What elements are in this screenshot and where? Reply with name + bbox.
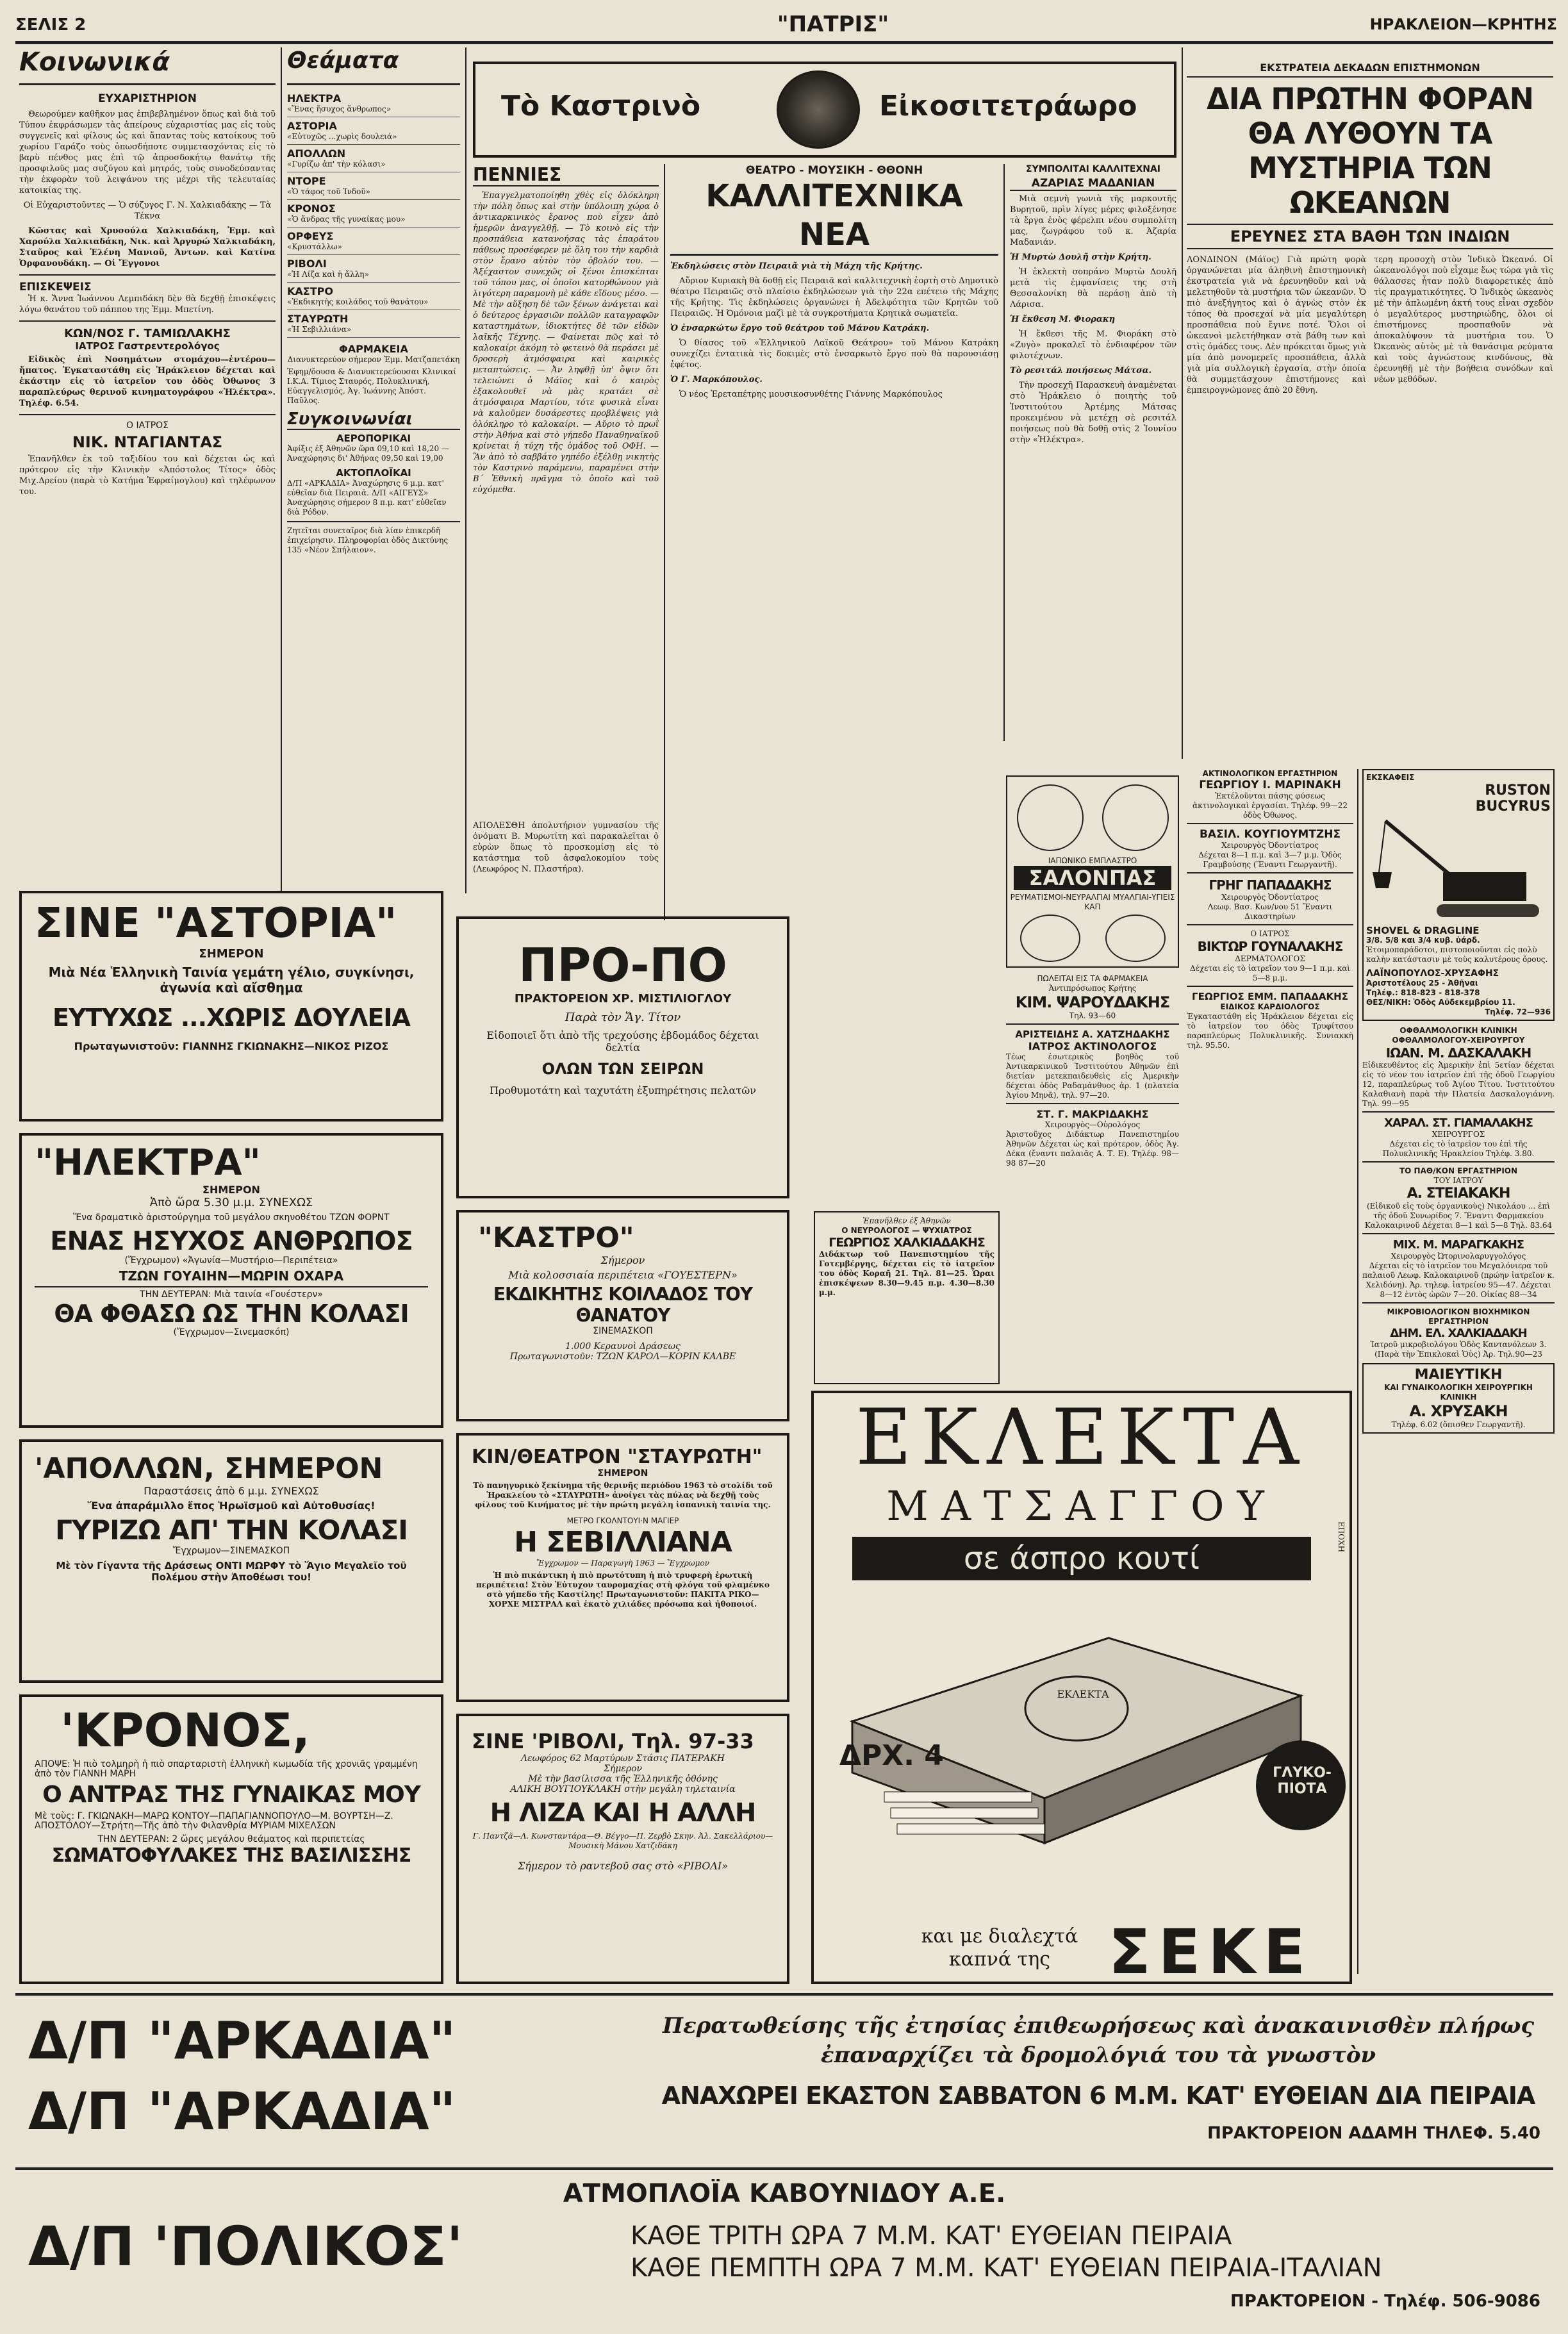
ocean-sub: ΕΡΕΥΝΕΣ ΣΤΑ ΒΑΘΗ ΤΩΝ ΙΝΔΙΩΝ — [1187, 224, 1553, 249]
ruston-line2: 3/8. 5/8 και 3/4 κυβ. ὑάρδ. — [1366, 936, 1480, 945]
lab-head: ΤΟ ΠΑΘ/ΚΟΝ ΕΡΓΑΣΤΗΡΙΟΝ — [1399, 1166, 1518, 1175]
eklekta-ribbon: σε άσπρο κουτί — [852, 1537, 1311, 1580]
propo-address: Παρὰ τὸν Ἅγ. Τίτον — [565, 1011, 681, 1024]
ilektra-title: ΕΝΑΣ ΗΣΥΧΟΣ ΑΝΘΡΩΠΟΣ — [50, 1227, 413, 1256]
propo-title: ΠΡΟ-ΠΟ — [518, 938, 727, 992]
dent1-title: Χειρουργὸς Ὀδοντίατρος — [1221, 841, 1319, 850]
kronos-cast: Μὲ τοὺς: Γ. ΓΚΙΩΝΑΚΗ—ΜΑΡΩ ΚΟΝΤΟΥ—ΠΑΠΑΓΙΑΝΝΟΠΟΥΛΟ—Μ. ΒΟΥΡΤΣΗ—Ζ. ΑΠΟΣΤΟΛΟΥ—Στρήτη—Τῆς ἀπὸ τὴν Φιλανθρία ΜΥΡΙΑΜ ΜΙΧΕΛΣΩΝ — [35, 1811, 393, 1831]
propo-line3: Προθυμοτάτη καὶ ταχυτάτη ἐξυπηρέτησις πελατῶν — [490, 1084, 756, 1097]
kastro-extras: 1.000 Κεραυνοὶ Δράσεως — [565, 1341, 681, 1352]
surg-name: ΧΑΡΑΛ. ΣΤ. ΓΙΑΜΑΛΑΚΗΣ — [1384, 1116, 1533, 1130]
kastrino-col2 — [670, 164, 998, 920]
theatre-item — [287, 255, 460, 283]
pharmacy-text: Ἐφημ/ὄουσα & Διανυκτερεύουσαι Κλινικαί Ι.Κ.Α. Τίμιος Σταυρός, Πολυκλινική, Εὐαγγελισμός, Ἀγ. Ἰωάννης Ἀπόστ. Παῦλος. — [287, 367, 456, 405]
eye-clinic: ΟΦΘΑΛΜΟΛΟΓΙΚΗ ΚΛΙΝΙΚΗ ΟΦΘΑΛΜΟΛΟΓΟΥ-ΧΕΙΡΟΥΡΓΟΥ — [1392, 1026, 1525, 1045]
stavroti-text: Ἡ πιὸ πικάντικη ἡ πιὸ πρωτότυπη ἡ πιὸ τρυφερὴ ἐρωτικὴ περιπέτεια! Στὸν Ἐὐτυχον ταυρομαχίας στὴ φλόγα τοῦ φλαμένκο στὸ γήπεδο τῆς Καστίλης! Πρωταγωνιστοῦν: ΠΑΚΙΤΑ ΡΙΚΟ—ΧΟΡΧΕ ΜΙΣΤΡΑΛ καὶ ἑκατὸ χιλιάδες πρόσωπα καὶ ἠθοποιοί. — [476, 1571, 770, 1609]
person-figure-icon — [1017, 784, 1084, 851]
pharmacy-heading: ΦΑΡΜΑΚΕΙΑ — [339, 343, 408, 355]
obs-sub: ΚΑΙ ΓΥΝΑΙΚΟΛΟΓΙΚΗ ΧΕΙΡΟΥΡΓΙΚΗ ΚΛΙΝΙΚΗ — [1384, 1383, 1533, 1402]
children-list: Κῶστας καὶ Χρυσούλα Χαλκιαδάκη, Ἐμμ. καὶ Χαρούλα Χαλκιαδάκη, Νικ. καὶ Ἀργυρώ Χαλκιαδάκη, Σταῦρος καὶ Ἑλένη Μανιοῦ, Ἀντων. καὶ Κατίνα Ὀρφανουδάκη. — Οἱ Ἔγγονοι — [19, 226, 276, 269]
polikos-name: Δ/Π 'ΠΟΛΙΚΟΣ' — [28, 2215, 463, 2278]
theatre-name: ΝΤΟΡΕ — [287, 175, 326, 187]
col3-sub2: Ἡ Μυρτὼ Δουλῆ στὴν Κρήτη. — [1010, 252, 1151, 262]
ilektra-genre: (Ἔγχρωμον) «Ἀγωνία—Μυστήριο—Περιπέτεια» — [124, 1255, 338, 1266]
theatre-film: «Ἡ Σεβιλλιάνα» — [287, 325, 352, 334]
visits-text: Ἡ κ. Ἄννα Ἰωάννου Λεμπιδάκη δὲν θὰ δεχθῇ ἐπισκέψεις λόγω θανάτου τοῦ πάππου της Ἐμμ. Μπετίνη. — [19, 294, 276, 315]
partner-notice: Ζητεῖται συνεταῖρος διὰ λίαν ἐπικερδῆ ἐπιχείρησιν. Πληροφορίαι ὁδὸς Δικτύνης 135 «Νέον Σπήλαιον». — [287, 526, 449, 554]
ilektra-next-label: ΤΗΝ ΔΕΥΤΕΡΑΝ: Μιὰ ταινία «Γουέστερν» — [140, 1289, 323, 1300]
stavroti-studio: ΜΕΤΡΟ ΓΚΟΛΝΤΟΥΙ·Ν ΜΑΓΙΕΡ — [566, 1516, 679, 1525]
ruston-tel: Τηλέφ.: 818-823 - 818-378 — [1366, 988, 1480, 997]
theatres-heading: Θεάματα — [287, 47, 399, 74]
col2-text1: Αὔριον Κυριακὴ θὰ δοθῇ εἰς Πειραιᾶ καὶ καλλιτεχνικὴ ἑορτὴ στὸ Δημοτικὸ θέατρο Πειραιῶς στὸ πλαίσιο ἐκδηλώσεων γιὰ τὴν 22α επέτειο τῆς Μάχης τῆς Κρήτης. Τὶς ἐκδηλώσεις ὀργανώνει ἡ Ἀδελφότητα τῶν Κρητῶν τοῦ Πειραιῶς. Ἡ Ὀμόνοια μαζὶ μὲ τὰ συγκροτήματα Κρητικὰ σωματεῖα. — [670, 276, 998, 319]
doctor1-name: ΚΩΝ/ΝΟΣ Γ. ΤΑΜΙΩΛΑΚΗΣ — [64, 327, 231, 340]
kronos-title: Ο ΑΝΤΡΑΣ ΤΗΣ ΓΥΝΑΙΚΑΣ ΜΟΥ — [42, 1782, 420, 1808]
kronos-next-label: ΤΗΝ ΔΕΥΤΕΡΑΝ: 2 ὥρες μεγάλου θεάματος καὶ περιπετείας — [97, 1834, 365, 1844]
neuro-name: ΓΕΩΡΓΙΟΣ ΧΑΛΚΙΑΔΑΚΗΣ — [829, 1236, 985, 1250]
theatre-item — [287, 117, 460, 145]
pharm-name: ΚΙΜ. ΨΑΡΟΥΔΑΚΗΣ — [1015, 993, 1170, 1011]
thanks-signature: Οἱ Εὐχαριστοῦντες — Ὁ σύζυγος Γ. Ν. Χαλκιαδάκης — Τὰ Τέκνα — [23, 201, 272, 221]
col2-heading: ΘΕΑΤΡΟ - ΜΟΥΣΙΚΗ - ΘΘΟΝΗ — [745, 164, 923, 177]
surg-title: ΧΕΙΡΟΥΡΓΟΣ — [1432, 1130, 1485, 1139]
masthead-rule — [15, 41, 1553, 44]
ilektra-next-title: ΘΑ ΦΘΑΣΩ ΩΣ ΤΗΝ ΚΟΛΑΣΙ — [54, 1300, 409, 1328]
theatre-film: «Ἐκδικητὴς κοιλάδος τοῦ θανάτου» — [287, 297, 429, 306]
dent2-name: ΓΡΗΓ ΠΑΠΑΔΑΚΗΣ — [1209, 877, 1332, 893]
mix-text: Δέχεται εἰς τὸ ἰατρεῖον του Μεγαλόνιερα τοῦ παλαιοῦ Λεωφ. Καλοκαιρινοῦ (πρώην ἰατρεῖον κ. Χελιδόνη). Ἀρ. τηλεφ. ἰατρείου 95—47. Δέχεται 8—12 ἐντὸς ὡρῶν 7—20. Οἰκίας 88—34 — [1362, 1261, 1555, 1304]
rivoli-footer: Σήμερον τὸ ραντεβοῦ σας στὸ «ΡΙΒΟΛΙ» — [517, 1860, 729, 1872]
arkadia-ad — [15, 1998, 1553, 2165]
radio-text: Ἐκτέλοῦνται πάσης φύσεως ἀκτινολογικαὶ ἐργασίαι. Τηλέφ. 99—22 ὁδὸς Ὀθωνος. — [1187, 791, 1353, 824]
transport-heading: Συγκοινωνίαι — [287, 410, 460, 430]
kastrino-col3 — [1010, 164, 1176, 741]
obs-head: ΜΑΙΕΥΤΙΚΗ — [1414, 1367, 1503, 1383]
propo-ad — [456, 916, 789, 1198]
doc-a-name: ΑΡΙΣΤΕΙΔΗΣ Α. ΧΑΤΖΗΔΑΚΗΣ — [1015, 1029, 1170, 1040]
propo-office: ΠΡΑΚΤΟΡΕΙΟΝ ΧΡ. ΜΙΣΤΙΛΙΟΓΛΟΥ — [514, 992, 732, 1006]
location: ΗΡΑΚΛΕΙΟΝ—ΚΡΗΤΗΣ — [1369, 15, 1557, 33]
ruston-brand2: BUCYRUS — [1475, 799, 1551, 815]
ruston-brand1: RUSTON — [1485, 782, 1551, 799]
ruston-addr: Ἀριστοτέλους 25 - Ἀθῆναι — [1366, 979, 1478, 988]
docs-middle — [1006, 974, 1179, 1359]
card-name: ΓΕΩΡΓΙΟΣ ΕΜΜ. ΠΑΠΑΔΑΚΗΣ — [1192, 991, 1348, 1002]
arkadia-name-2: Δ/Π "ΑΡΚΑΔΙΑ" — [28, 2082, 456, 2141]
theatre-name: ΗΛΕΚΤΡΑ — [287, 92, 342, 104]
stavroti-cinema: ΚΙΝ/ΘΕΑΤΡΟΝ "ΣΤΑΥΡΩΤΗ" — [472, 1446, 763, 1468]
astoria-cast: Πρωταγωνιστοῦν: ΓΙΑΝΝΗΣ ΓΚΙΩΝΑΚΗΣ—ΝΙΚΟΣ ΡΙΖΟΣ — [74, 1040, 389, 1052]
doctor1-text: Εἰδικὸς ἐπὶ Νοσημάτων στομάχου—ἐντέρου—ἥπατος. Ἐγκαταστάθη εἰς Ἡράκλειον δέχεται καὶ ἐκάστην εἰς τὸ ἰατρεῖον του ὁδὸς Ὀθωνος 3 παραπλεύρως θερινοῦ κινηματογράφου «Ἠλέκτρα». Τηλέφ. 6.54. — [19, 355, 276, 408]
paper-name: "ΠΑΤΡΙΣ" — [777, 12, 889, 37]
col3-sub1: ΑΖΑΡΙΑΣ ΜΑΔΑΝΙΑΝ — [1010, 177, 1176, 191]
theatres-column — [287, 90, 460, 884]
theatre-name: ΚΑΣΤΡΟ — [287, 285, 333, 297]
arkadia-line1: Περατωθείσης τῆς ἐτησίας ἐπιθεωρήσεως καὶ ἀνακαινισθὲν πλήρως ἐπαναρχίζει τὰ δρομολόγιά του τὰ γνωστὸν — [662, 2013, 1535, 2068]
theatre-item — [287, 283, 460, 310]
doctor2-name: ΝΙΚ. ΝΤΑΓΙΑΝΤΑΣ — [72, 433, 223, 451]
person-figure-icon — [1102, 784, 1169, 851]
col1-rule — [19, 83, 276, 85]
dent1-name: ΒΑΣΙΛ. ΚΟΥΓΙΟΥΜΤΖΗΣ — [1199, 828, 1341, 841]
thanks-heading: ΕΥΧΑΡΙΣΤΗΡΙΟΝ — [98, 92, 197, 105]
theatre-item — [287, 228, 460, 255]
astoria-cinema: ΣΙΝΕ "ΑΣΤΟΡΙΑ" — [35, 900, 397, 947]
rivoli-star: ΑΛΙΚΗ ΒΟΥΓΙΟΥΚΛΑΚΗ στὴν μεγάλη τηλεταινία — [510, 1784, 736, 1794]
theatre-item — [287, 90, 460, 117]
propo-line2: ΟΛΩΝ ΤΩΝ ΣΕΙΡΩΝ — [541, 1060, 704, 1078]
col2-rule — [287, 83, 460, 85]
apollon-title: ΓΥΡΙΖΩ ΑΠ' ΤΗΝ ΚΟΛΑΣΙ — [55, 1514, 408, 1546]
ruston-tag: ΕΚΣΚΑΦΕΙΣ — [1366, 773, 1415, 782]
social-heading: Κοινωνικά — [19, 47, 170, 77]
kronos-next-title: ΣΩΜΑΤΟΦΥΛΑΚΕΣ ΤΗΣ ΒΑΣΙΛΙΣΣΗΣ — [51, 1844, 411, 1867]
eye-name: ΙΩΑΝ. Μ. ΔΑΣΚΑΛΑΚΗ — [1385, 1045, 1531, 1061]
apollon-cinema: 'ΑΠΟΛΛΩΝ, ΣΗΜΕΡΟΝ — [35, 1452, 383, 1485]
person-figure-icon — [1020, 915, 1080, 962]
kastrino-col1 — [473, 164, 659, 805]
dent2-text: Λεωφ. Βασ. Κων/νου 51 Ἔναντι Δικαστηρίων — [1187, 902, 1353, 925]
eklekta-ad — [811, 1391, 1352, 1984]
kastrino-div-2 — [1003, 164, 1005, 741]
ocean-headline: ΔΙΑ ΠΡΩΤΗΝ ΦΟΡΑΝ ΘΑ ΛΥΘΟΥΝ ΤΑ ΜΥΣΤΗΡΙΑ ΤΩΝ ΩΚΕΑΝΩΝ — [1206, 81, 1534, 220]
theatre-film: «Κρυστάλλω» — [287, 242, 342, 251]
radio-lab: ΑΚΤΙΝΟΛΟΓΙΚΟΝ ΕΡΓΑΣΤΗΡΙΟΝ — [1202, 769, 1338, 778]
ilektra-time: Ἀπὸ ὥρα 5.30 μ.μ. ΣΥΝΕΧΩΣ — [149, 1196, 313, 1209]
derm-title: Ο ΙΑΤΡΟΣ — [1250, 929, 1290, 938]
ruston-line1: SHOVEL & DRAGLINE — [1366, 925, 1480, 936]
theatre-film: «Ἡ Λίζα καὶ ἡ ἄλλη» — [287, 270, 369, 279]
kastrino-right: Εἰκοσιτετράωρο — [879, 90, 1137, 122]
theatre-name: ΣΤΑΥΡΩΤΗ — [287, 313, 349, 325]
doctor2-title: Ο ΙΑΤΡΟΣ — [126, 420, 169, 431]
thes-line: ΘΕΣ/ΝΙΚΗ: Ὁδὸς Αὐδεκεμβρίου 11. — [1366, 998, 1515, 1007]
polikos-line2: ΚΑΘΕ ΠΕΜΠΤΗ ΩΡΑ 7 Μ.Μ. ΚΑΤ' ΕΥΘΕΙΑΝ ΠΕΙΡΑΙΑ-ΙΤΑΛΙΑΝ — [631, 2253, 1382, 2283]
ilektra-desc: Ἕνα δραματικὸ ἀριστούργημα τοῦ μεγάλου σκηνοθέτου ΤΖΩΝ ΦΟΡΝΤ — [73, 1213, 390, 1223]
polikos-company: ΑΤΜΟΠΛΟΪΑ ΚΑΒΟΥΝΙΔΟΥ Α.Ε. — [563, 2179, 1006, 2208]
kastro-format: ΣΙΝΕΜΑΣΚΟΠ — [593, 1326, 653, 1336]
pharmacy-sub: Διανυκτερεύον σήμερον Ἐμμ. Ματζαπετάκη — [287, 355, 460, 364]
theatre-name: ΟΡΦΕΥΣ — [287, 230, 334, 242]
col3-sub3: Ἡ ἔκθεση Μ. Φιορακη — [1010, 315, 1116, 324]
theatre-film: «Ἕνας ἥσυχος ἄνθρωπος» — [287, 104, 392, 113]
theatre-item — [287, 310, 460, 338]
neuro-box — [814, 1211, 1000, 1384]
kastrino-left: Τὸ Καστρινὸ — [501, 90, 701, 122]
astoria-today: ΣΗΜΕΡΟΝ — [199, 947, 264, 961]
rivoli-address: Λεωφόρος 62 Μαρτύρων Στάσις ΠΑΤΕΡΑΚΗ — [521, 1753, 725, 1764]
apollon-genre: Ἔγχρωμον—ΣΙΝΕΜΑΣΚΟΠ — [172, 1546, 290, 1556]
stavroti-today: ΣΗΜΕΡΟΝ — [597, 1468, 648, 1478]
salonpas-sub: ΡΕΥΜΑΤΙΣΜΟΙ-ΝΕΥΡΑΛΓΙΑΙ ΜΥΑΛΓΙΑΙ-ΥΓΙΕΙΣ ΚΑΠ — [1010, 893, 1175, 911]
rivoli-desc: Μὲ τὴν βασίλισσα τῆς Ἑλληνικῆς ὀθόνης — [528, 1774, 718, 1784]
eklekta-brand: ΕΚΛΕΚΤΑ — [855, 1393, 1308, 1482]
doc-a-text: Τέως ἐσωτερικὸς βοηθὸς τοῦ Ἀντικαρκινικοῦ Ἰνστιτούτου Ἀθηνῶν ἐπὶ διετίαν μετεκπαιδευθεὶς εἰς Ἀμερικὴν δέχεται ὁδὸς Ραδαμάνθυος ἀρ. 1 (πλατεία Ἁγίου Μηνᾶ), τηλ. 97—20. — [1006, 1052, 1179, 1104]
eklekta-side: ΕΠΟΧΗ — [1337, 1521, 1346, 1553]
right-column — [1362, 769, 1555, 1974]
sea-text: Δ/Π «ΑΡΚΑΔΙΑ» Ἀναχώρησις 6 μ.μ. κατ' εὐθεῖαν διὰ Πειραιᾶ. Δ/Π «ΑΙΓΕΥΣ» Ἀναχώρησις σήμερον 8 π.μ. κατ' εὐθεῖαν διὰ Ρόδον. — [287, 479, 447, 517]
ship-rule-mid — [15, 2167, 1553, 2170]
neuro-head: Ἐπανῆλθεν ἐξ Ἀθηνῶν — [862, 1216, 951, 1225]
dent2-title: Χειρουργὸς Ὀδοντίατρος — [1221, 893, 1319, 902]
obs-tel: Τηλέφ. 6.02 (ὄπισθεν Γεωργαντῆ). — [1391, 1420, 1526, 1429]
ilektra-cinema: "ΗΛΕΚΤΡΑ" — [35, 1142, 261, 1184]
theatre-film: «Ὁ ἄνδρας τῆς γυναίκας μου» — [287, 215, 406, 224]
surg-text: Δέχεται εἰς τὸ ἰατρεῖον του ἐπὶ τῆς Πολυκλινικῆς Ἡρακλείου Τηλέφ. 3.80. — [1362, 1139, 1555, 1163]
cigarette-box-illustration — [814, 1587, 1349, 1862]
derm-text: Δέχεται εἰς τὸ ἰατρεῖον του 9—1 π.μ. καὶ 5—8 μ.μ. — [1187, 964, 1353, 987]
polikos-ad — [15, 2173, 1553, 2326]
doctor1-title: ΙΑΤΡΟΣ Γαστρεντερολόγος — [75, 340, 220, 352]
pharm-tel: Τηλ. 93—60 — [1006, 1011, 1179, 1025]
makr-name: ΣΤ. Γ. ΜΑΚΡΙΔΑΚΗΣ — [1036, 1108, 1149, 1120]
docs-right-middle — [1187, 769, 1353, 1378]
derm-spec: ΔΕΡΜΑΤΟΛΟΓΟΣ — [1235, 954, 1305, 963]
eklekta-tag: και με διαλεχτά καπνά της — [921, 1925, 1078, 1971]
astoria-desc: Μιὰ Νέα Ἑλληνικὴ Ταινία γεμάτη γέλιο, συγκίνησι, ἀγωνία καὶ αἴσθημα — [48, 964, 415, 995]
rivoli-cinema: ΣΙΝΕ 'ΡΙΒΟΛΙ, Τηλ. 97-33 — [472, 1729, 754, 1753]
theatre-name: ΑΣΤΟΡΙΑ — [287, 120, 337, 132]
doc-a-title: ΙΑΤΡΟΣ ΑΚΤΙΝΟΛΟΓΟΣ — [1028, 1040, 1157, 1052]
micro-head: ΜΙΚΡΟΒΙΟΛΟΓΙΚΟΝ ΒΙΟΧΗΜΙΚΟΝ ΕΡΓΑΣΤΗΡΙΟΝ — [1387, 1307, 1530, 1326]
salonpas-ad — [1006, 775, 1179, 968]
theatre-film: «Γυρίζω ἀπ' τὴν κόλασι» — [287, 160, 386, 169]
eklekta-seke: ΣΕΚΕ — [1109, 1916, 1314, 1980]
doctor2-text: Ἐπανῆλθεν ἐκ τοῦ ταξιδίου του καὶ δέχεται ὡς καὶ πρότερον εἰς τὴν Κλινικὴν «Ἀπόστολος Τίτος» ὁδὸς Μιχ.Δρείου (παρὰ τὸ Κατήμα Ἐφραίμογλου) καὶ τηλέφωνον του. — [19, 454, 276, 497]
micro-name: ΔΗΜ. ΕΛ. ΧΑΛΚΙΑΔΑΚΗ — [1390, 1327, 1527, 1340]
arkadia-name-1: Δ/Π "ΑΡΚΑΔΙΑ" — [28, 2011, 456, 2071]
kastro-cinema: "ΚΑΣΤΡΟ" — [478, 1221, 634, 1254]
ocean-text1: ΛΟΝΔΙΝΟΝ (Μάϊος) Γιὰ πρώτη φορὰ ὀργανώνεται μία ἀληθινὴ ἐπιστημονικὴ ἐκστρατεία γιὰ νὰ ἐρευνηθοῦν καὶ νὰ μελετηθοῦν τὰ μυστήρια τῶν ὠκεανῶν. Ὁ πιὸ ἀνεξήγητος καὶ ὁ ἀγνὼς στὸν ἐκ τόπος θὰ προσεχαί νὰ μία μεγαλύτερη προσπάθεια ποὺ ἔγινε ποτέ. Ὅλοι οἱ ὠκεανοὶ μελετήθηκαν στὰ βάθη των καὶ στὶς ὁμάδες τους. Δὲν πρόκειται ὅμως γιὰ μία ἀπὸ μονομερεῖς προσπάθεια, ἀλλὰ γιὰ μία συλλογικὴ ἐργασία, στὴν ὁποία θὰ συμμετάσχουν ἐπιστήμονες καὶ ἐμπειρογνώμονες ἀπὸ 20 ἔθνη. — [1187, 255, 1366, 395]
col2-sub2: Ὁ ἐνσαρκώτω ἔργο τοῦ θεάτρου τοῦ Μάνου Κατράκη. — [670, 324, 930, 333]
stavroti-desc: Τὸ πανηγυρικὸ ξεκίνημα τῆς θερινῆς περιόδου 1963 τὸ στολίδι τοῦ Ἡρακλείου τὸ «ΣΤΑΥΡΩΤΗ» ἀνοίγει τὰς πύλας νὰ δεχθῇ τοὺς φίλους τοῦ Κινήματος μὲ τὴν πρώτη μεγάλη ἰσπανικὴ ταινία της. — [473, 1481, 773, 1509]
kronos-cinema: 'ΚΡΟΝΟΣ, — [60, 1703, 310, 1757]
theatre-name: ΡΙΒΟΛΙ — [287, 258, 327, 270]
col3-text2: Ἡ ἐκλεκτὴ σοπράνο Μυρτὼ Δουλῆ μετὰ τὶς ἐμφανίσεις της στὴ Θεσσαλονίκη θὰ περάσῃ ἀπὸ τὴ Λάρισα. — [1010, 267, 1176, 310]
astoria-title: ΕΥΤΥΧΩΣ ...ΧΩΡΙΣ ΔΟΥΛΕΙΑ — [53, 1004, 410, 1032]
theatre-item — [287, 172, 460, 200]
apollon-line: Μὲ τὸν Γίγαντα τῆς Δράσεως ΟΝΤΙ ΜΩΡΦΥ τὸ Ἅγιο Μεγαλεῖο τοῦ Πολέμου στὴν Ἀποθέωσι του! — [56, 1560, 407, 1583]
excavator-illustration — [1366, 815, 1548, 923]
seal-icon — [777, 70, 860, 149]
kronos-ad — [19, 1694, 443, 1984]
col3-text4: Τὴν προσεχῆ Παρασκευὴ ἀναμένεται στὸ Ἡράκλειο ὁ ποιητὴς τοῦ Ἰνστιτούτου Ἀρτέμης Μάτσας προκειμένου νὰ μετέχῃ σὲ ρεσιτάλ ποιήσεως ποὺ θὰ δοθῇ στὶς 2 Ἰουνίου στὴν «Ἠλέκτρα». — [1010, 381, 1176, 445]
ruston-text: Ἑτοιμοπαράδοτοι, πιστοποιοῦνται εἰς πολὺ καλὴν κατάστασιν μὲ τοὺς καλυτέρους ὅρους. — [1366, 945, 1548, 964]
ilektra-ad — [19, 1133, 443, 1428]
theatre-item — [287, 145, 460, 172]
ship-rule-top — [15, 1993, 1553, 1996]
kastro-title: ΕΚΔΙΚΗΤΗΣ ΚΟΙΛΑΔΟΣ ΤΟΥ ΘΑΝΑΤΟΥ — [493, 1284, 753, 1326]
neuro-title: Ο ΝΕΥΡΟΛΟΓΟΣ — ΨΥΧΙΑΤΡΟΣ — [841, 1226, 972, 1235]
ocean-text2: τερη προσοχὴ στὸν Ἰνδικὸ Ὠκεανό. Οἱ ὠκεανολόγοι ποὺ εἶχαμε ἕως τώρα γιὰ τὶς θάλασσες ἦταν πολὺ διαφορετικές ἀπὸ τὶς πραγματικότητες. Ὁ Ἰνδικὸς ὠκεανὸς μὲ τὴν ἁπλωμένη ἀκτή τους εἶναι σχεδὸν ὁ μεγαλύτερος μυστηριώδης, ὅλοι οἱ ἐπιστήμονες προσπαθοῦν νὰ ἀποκαλύψουν τὰ μυστήρια του. Ὁ Ὠκεανὸς αὐτὸς μὲ τὰ θανάσιμα ρεύματα καὶ τοὺς ἀγνώστους κινδύνους, θὰ ἐρευνηθῇ μὲ τὴν βοήθεια συνόδων καὶ νέων μεθόδων. — [1374, 255, 1553, 385]
social-column — [19, 90, 276, 884]
mix-title: Χειρουργὸς Ὠτορινολαρυγγολόγος — [1391, 1252, 1526, 1261]
theatre-film: «Ὁ τάφος τοῦ Ἰνδοῦ» — [287, 187, 370, 196]
obs-ad — [1362, 1363, 1555, 1434]
rivoli-today: Σήμερον — [603, 1764, 643, 1774]
dent1-text: Δέχεται 8—1 π.μ. καὶ 3—7 μ.μ. Ὁδὸς Γραμβούσης (Ἔναντι Γεωργαντῆ). — [1187, 850, 1353, 873]
makr-text: Ἀριστοῦχος Διδάκτωρ Πανεπιστημίου Ἀθηνῶν Δέχεται ὡς καὶ πρότερον, ὁδὸς Ἀγ. Δέκα (ἔναντι παλαιᾶς Α. Τ. Ε). Τηλέφ. 98—98 87—20 — [1006, 1130, 1179, 1168]
theatre-item — [287, 200, 460, 228]
stavroti-ad — [456, 1433, 789, 1702]
stavroti-genre: Ἔγχρωμον — Παραγωγὴ 1963 — Ἔγχρωμον — [536, 1559, 710, 1568]
mix-name: ΜΙΧ. Μ. ΜΑΡΑΓΚΑΚΗΣ — [1392, 1238, 1524, 1252]
theatre-list — [287, 90, 460, 338]
card-text: Ἐγκαταστάθη εἰς Ἡράκλειον δέχεται εἰς τὸ ἰατρεῖον του ὁδὸς Τρυφίτσου παραπλεύρως Πολυκλινικῆς. Συνιακκὴ τηλ. 95.50. — [1187, 1012, 1353, 1050]
arkadia-office: ΠΡΑΚΤΟΡΕΙΟΝ ΑΔΑΜΗ ΤΗΛΕΦ. 5.40 — [1207, 2124, 1540, 2143]
derm-name: ΒΙΚΤΩΡ ΓΟΥΝΑΛΑΚΗΣ — [1197, 939, 1343, 954]
lab-name: Α. ΣΤΕΙΑΚΑΚΗ — [1407, 1186, 1510, 1202]
neuro-text: Διδάκτωρ τοῦ Πανεπιστημίου τῆς Γοτεμβέργης, δέχεται εἰς τὸ ἰατρεῖον του ὁδὸς Κοραῆ 21. Τηλ. 81—25. Ὧραι ἐπισκέψεων 8.30—9.45 π.μ. 4.30—8.30 μ.μ. — [819, 1250, 994, 1297]
sea-heading: ΑΚΤΟΠΛΟΪΚΑΙ — [336, 467, 411, 479]
kastro-cast: Πρωταγωνιστοῦν: ΤΖΩΝ ΚΑΡΟΛ—ΚΟΡΙΝ ΚΑΛΒΕ — [509, 1352, 736, 1362]
col-divider-2 — [465, 47, 466, 893]
kastro-today: Σήμερον — [600, 1254, 645, 1266]
person-figure-icon — [1105, 915, 1166, 962]
obs-name: Α. ΧΡΥΣΑΚΗ — [1409, 1402, 1508, 1420]
col-divider-1 — [281, 47, 282, 893]
kastro-ad — [456, 1210, 789, 1421]
kastro-desc: Μιὰ κολοσσιαία περιπέτεια «ΓΟΥΕΣΤΕΡΝ» — [508, 1269, 738, 1281]
lab-title: ΤΟΥ ΙΑΤΡΟΥ — [1433, 1176, 1483, 1185]
visits-heading: ΕΠΙΣΚΕΨΕΙΣ — [19, 281, 92, 294]
eklekta-badge: ΓΛΥΚΟ-ΠΙΟΤΑ — [1273, 1765, 1332, 1797]
eklekta-maker: ΜΑΤΣΑΓΓΟΥ — [886, 1483, 1277, 1530]
pharm-agent: Ἀντιπρόσωπος Κρήτης — [1048, 984, 1137, 993]
eye-text: Εἰδικευθέντος εἰς Ἀμερικὴν ἐπὶ 5ετίαν δέχεται εἰς τὸ νέον του ἰατρεῖον ἐπὶ τῆς ὁδοῦ Γεωργίου 12, παραπλεύρως τοῦ Ἀγίου Τίτου. Ἰνστιτούτου Καλαθιανὴ παρὰ τὴν Πλατεία Δασκαλογιάννη. Τηλ. 99—95 — [1362, 1061, 1555, 1113]
makr-title: Χειρουργὸς—Οὐρολόγος — [1044, 1120, 1141, 1129]
theatre-name: ΚΡΟΝΟΣ — [287, 203, 336, 215]
lab-text: (Εἰδικοῦ εἰς τοὺς ὀργανικοὺς) Νικολάου ... ἐπὶ τῆς ὁδοῦ Συνωρίδος 7. Ἔναντι Φαρμακείου Καλοκαιρινοῦ Δέχεται 8—1 καὶ 5—8 Τηλ. 83.64 — [1362, 1202, 1555, 1234]
box-label: ΕΚΛΕΚΤΑ — [1057, 1688, 1109, 1700]
theatre-film: «Εὐτυχῶς ...χωρὶς δουλειά» — [287, 132, 397, 141]
ruston-ad — [1362, 769, 1555, 1021]
salonpas-name: ΣΑΛΟΝΠΑΣ — [1014, 866, 1171, 890]
col-divider-3 — [1182, 47, 1183, 759]
kronos-desc: ΑΠΟΨΕ: Ἡ πιὸ τολμηρὴ ἡ πιὸ σπαρταριστὴ ἑλληνικὴ κωμωδία τῆς χρονιᾶς γραμμένη ἀπὸ τὸν ΓΙΑΝΝΗ ΜΑΡΗ — [35, 1759, 418, 1779]
pharm-line: ΠΩΛΕΙΤΑΙ ΕΙΣ ΤΑ ΦΑΡΜΑΚΕΙΑ — [1037, 974, 1148, 983]
thes-tel: Τηλέφ. 72—936 — [1485, 1007, 1551, 1016]
ilektra-cast: ΤΖΩΝ ΓΟΥΑΙΗΝ—ΜΩΡΙΝ ΟΧΑΡΑ — [35, 1266, 428, 1287]
col3-sub4: Τὸ ρεσιτάλ ποιήσεως Μάτσα. — [1010, 366, 1152, 376]
apollon-ad — [19, 1439, 443, 1683]
apollon-time: Παραστάσεις ἀπὸ 6 μ.μ. ΣΥΝΕΧΩΣ — [144, 1485, 319, 1497]
ruston-co: ΛΑΪΝΟΠΟΥΛΟΣ-ΧΡΥΣΑΦΗΣ — [1366, 968, 1499, 979]
theatre-name: ΑΠΟΛΛΩΝ — [287, 147, 346, 160]
propo-line1: Εἰδοποιεῖ ὅτι ἀπὸ τῆς τρεχούσης ἑβδομάδος δέχεται δελτία — [486, 1029, 759, 1054]
kastrino-div-1 — [664, 164, 665, 920]
apollon-desc: Ἕνα ἀπαράμιλλο ἔπος Ἡρωϊσμοῦ καὶ Αὐτοθυσίας! — [87, 1500, 375, 1512]
col3-heading: ΣΥΜΠΟΛΙΤΑΙ ΚΑΛΛΙΤΕΧΝΑΙ — [1026, 164, 1160, 174]
col1-heading: ΠΕΝΝΙΕΣ — [473, 164, 659, 186]
radio-name: ΓΕΩΡΓΙΟΥ Ι. ΜΑΡΙΝΑΚΗ — [1199, 779, 1341, 791]
astoria-ad — [19, 891, 443, 1121]
polikos-office: ΠΡΑΚΤΟΡΕΙΟΝ - Τηλέφ. 506-9086 — [1230, 2292, 1540, 2311]
thanks-text: Θεωρούμεν καθῆκον μας ἐπιβεβλημένον ὅπως καὶ διὰ τοῦ Τύπου ἐκφράσωμεν τὰς ἀπείρους εὐχαριστίας μας εἰς τοὺς συγγενεῖς καὶ φίλους ὡς καὶ ἅπαντας τοὺς κατοίκους τοῦ χωρίου Γαράζο τοὺς ὁπωσδήποτε συμμετασχόντας εἰς τὸ βαρὺ πένθος μας ἐπὶ τῷ ἀπροσδοκήτῳ θανάτῳ τῆς προσφιλοῦς μας συζύγου καὶ μητρός, τοὺς συνοδεύσαντας τὴν ἐκφορὰν τοῦ λειψάνου της μέχρι τῆς τελευταίας κατοικίας της. — [19, 110, 276, 195]
card-title: ΕΙΔΙΚΟΣ ΚΑΡΔΙΟΛΟΓΟΣ — [1220, 1002, 1320, 1011]
col2-sub3: Ὁ Γ. Μαρκόπουλος. — [670, 375, 763, 385]
rivoli-ad — [456, 1714, 789, 1984]
ilektra-today: ΣΗΜΕΡΟΝ — [202, 1184, 260, 1196]
rivoli-cast: Γ. Παντζᾶ—Λ. Κωνσταντάρα—Θ. Βέγγο—Π. Ζερβὸ Σκην. Ἀλ. Σακελλάριου—Μουσικὴ Μάνου Χατζιδάκη — [472, 1832, 773, 1850]
air-text: Ἀφίξις ἐξ Ἀθηνῶν ὥρα 09,10 καὶ 18,20 — Ἀναχώρησις δι' Ἀθήνας 09,50 καὶ 19,00 — [287, 444, 449, 463]
stavroti-title: Η ΣΕΒΙΛΛΙΑΝΑ — [514, 1526, 732, 1559]
ocean-kicker: ΕΚΣΤΡΑΤΕΙΑ ΔΕΚΑΔΩΝ ΕΠΙΣΤΗΜΟΝΩΝ — [1187, 62, 1553, 78]
ocean-article — [1187, 62, 1553, 766]
air-heading: ΑΕΡΟΠΟΡΙΚΑΙ — [336, 433, 411, 444]
col2-big: ΚΑΛΛΙΤΕΧΝΙΚΑ ΝΕΑ — [670, 177, 998, 256]
col3-text1: Μιὰ σεμνὴ γωνιὰ τῆς μαρκουτῆς Βυρητοῦ, πρὶν λίγες μέρες φιλοξένησε τὰ ἔργα ἑνὸς φέρελπι νέου συμπολίτη μας, ζωγράφου τοῦ κ. Ἀζαρία Μαδανιάν. — [1010, 194, 1176, 247]
col2-text3: Ὁ νέος Ἐρεταπέτρης μουσικοσυνθέτης Γιάννης Μαρκόπουλος — [679, 390, 943, 399]
col1-text: Ἐπαγγελματοποίηθη χθὲς εἰς ὁλόκληρη τὴν πόλη ὅπως καὶ στὴν ὑπόλοιπη χώρα ὁ ἀντικαρκινικὸς ἔρανος ποὺ εἶχεν ἀπὸ ἡμερῶν ἀναγγελθῇ. — Τὸ κοινὸ εἰς τὴν προσπάθεια κατανοήσας τὰς ἐπαράτου πάθεως προσέφερεν μὲ ὅλη του τὴν καρδιὰ στὸν ἔρανο αὐτὸν τὸν ὀβολόν του. — Ἀξέχαστον συνεχῶς οἱ ξένοι ἐπισκέπται τοῦ τόπου μας, οἱ ὁποῖοι κατορθώνουν γιὰ λιγότερη παραμονὴ μὲ κάθε εἴδους μέσο. — Μὲ τὴν αὔξηση δὲ τῶν ξένων ἀνάγεται καὶ ὁ δεύτερος ἐργασιῶν πολλῶν καταγραφῶν καταστημάτων, ἰδιοκτήτες δὲ τῶν εἰδῶν λαϊκῆς Τέχνης. — Φαίνεται πῶς καὶ τὸ καλοκαίρι ἀκόμη τὸ φετεινὸ θὰ περάσει μὲ δροσερὴ ἀτμόσφαιρα καὶ καιρικὲς μεταπτώσεις. — Ἀν ληφθῇ ὑπ' ὄψιν ὅτι τελειώνει ὁ Μάϊος καὶ ὁ καιρὸς ἐξακολουθεῖ νὰ μὰς κρατάει σὲ ἀτμόσφαιρα Μαρτίου, τότε φυσικὰ εἶναι νὰ καλοῦμεν δυσάρεστες προβλέψεις γιὰ ὁλόκληρο τὸ καλοκαίρι. — Αὔριο τὸ πρωῒ στὴν Ἀθήνα καὶ στὸ γήπεδο Παναθηναϊκοῦ κρίνεται ἡ τύχη τῆς ὁμάδος τοῦ ΟΦΗ. — Ἂν ἀπὸ τὸ σαββάτο γηπέδο ἐξέλθῃ νικητὴς τὸν Καστρινὸ παράμενω, παραμένει στὴν Β΄ Ἐθνικὴ πρᾶγμα τὸ ὁποῖο καὶ τοῦ εὐχόμεθα. — [473, 191, 659, 495]
ilektra-next-genre: (Ἔγχρωμον—Σινεμασκόπ) — [173, 1327, 290, 1337]
rivoli-title: Η ΛΙΖΑ ΚΑΙ Η ΑΛΛΗ — [490, 1798, 756, 1828]
salonpas-tag: ΙΑΠΩΝΙΚΟ ΕΜΠΛΑΣΤΡΟ — [1048, 856, 1137, 865]
page-label: ΣΕΛΙΣ 2 — [15, 15, 87, 35]
col2-text2: Ὁ θίασος τοῦ «Ἑλληνικοῦ Λαϊκοῦ Θεάτρου» τοῦ Μάνου Κατράκη συνεχίζει ἐντατικὰ τὶς δοκιμὲς στὸ ἐνσαρκωτὸ ἔργο ποὺ θὰ παρουσιάσῃ ἐφέτος. — [670, 338, 998, 370]
eklekta-price: ΔΡΧ. 4 — [839, 1739, 944, 1772]
kastrino-banner — [473, 62, 1176, 158]
lost-notice: ΑΠΟΛΕΣΘΗ ἀπολυτήριον γυμνασίου τῆς ὀνόματι Β. Μυρωτίτη καὶ παρακαλεῖται ὁ εὑρὼν ὅπως τὸ προσκομίσῃ εἰς τὸ κατάστημα τοῦ ἀσφαλοκομίου τοὺς (Λεωφόρος Ν. Πλαστήρα). — [473, 821, 659, 874]
polikos-line1: ΚΑΘΕ ΤΡΙΤΗ ΩΡΑ 7 Μ.Μ. ΚΑΤ' ΕΥΘΕΙΑΝ ΠΕΙΡΑΙΑ — [631, 2221, 1232, 2251]
micro-text: Ἰατροῦ μικροβιολόγου Ὁδὸς Καντανόλεων 3. (Παρὰ τὴν Ἐπικλοκαὶ Ὁὐς) Ἀρ. Τηλ.90—23 — [1370, 1340, 1547, 1359]
arkadia-line2: ΑΝΑΧΩΡΕΙ ΕΚΑΣΤΟΝ ΣΑΒΒΑΤΟΝ 6 Μ.Μ. ΚΑΤ' ΕΥΘΕΙΑΝ ΔΙΑ ΠΕΙΡΑΙΑ — [661, 2082, 1535, 2110]
col-divider-4 — [1357, 769, 1358, 1974]
col2-sub1: Ἐκδηλώσεις στὸν Πειραιᾶ γιὰ τὴ Μάχη τῆς Κρήτης. — [670, 261, 923, 271]
col3-text3: Ἡ ἔκθεσι τῆς Μ. Φιοράκη στὸ «Ζυγὸ» προκαλεῖ τὸ ἐνδιαφέρον τῶν φιλοτέχνων. — [1010, 329, 1176, 361]
